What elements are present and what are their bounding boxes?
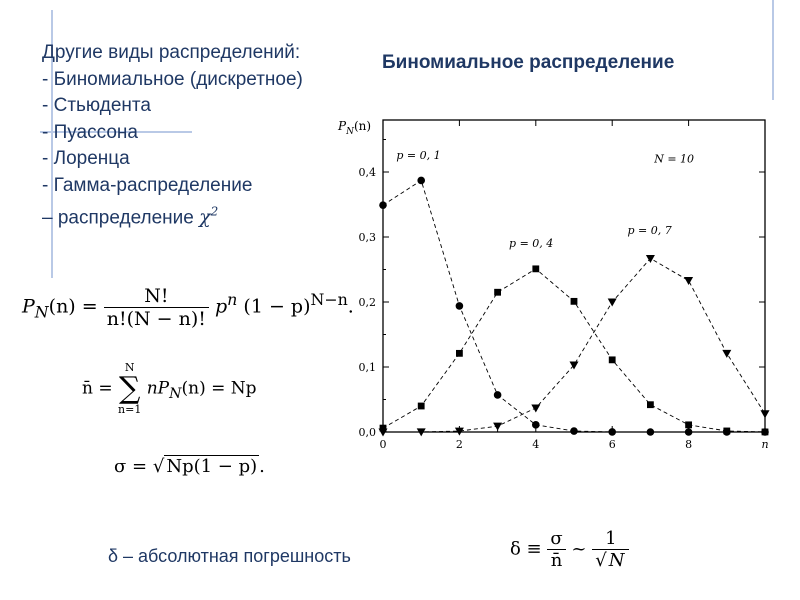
list-item-chi-square-label: – распределение — [42, 207, 200, 229]
x-axis-label: n — [761, 438, 769, 451]
y-axis-label: $P_N(n)$ — [338, 119, 372, 137]
data-point-circle — [685, 428, 693, 436]
decor-line-right — [772, 0, 774, 100]
x-tick-label: 6 — [608, 438, 616, 451]
list-item-binomial: - Биномиальное (дискретное) — [42, 68, 303, 90]
list-item-gamma: - Гамма-распределение — [42, 174, 253, 196]
data-point-square — [418, 403, 425, 410]
data-point-circle — [494, 391, 502, 399]
data-point-square — [456, 350, 463, 357]
delta-note: δ – абсолютная погрешность — [108, 546, 351, 566]
data-point-square — [571, 298, 578, 305]
series-line — [383, 269, 765, 432]
x-tick-label: 8 — [685, 438, 693, 451]
data-point-triangle — [722, 350, 731, 358]
binomial-formula: $P_N(n)$ = $\frac{N!}{n!(N - n)!}$ $p^n$ $(1 - p)^{N-n}$. — [22, 285, 354, 330]
data-point-square — [609, 356, 616, 363]
sum-symbol: N ∑ n=1 — [118, 361, 142, 416]
data-point-triangle — [684, 277, 693, 285]
data-point-triangle — [761, 410, 770, 418]
data-point-circle — [647, 428, 655, 436]
chi-symbol: $\chi^2$ — [199, 205, 219, 229]
x-tick-label: 0 — [379, 438, 387, 451]
data-point-circle — [417, 177, 425, 185]
distribution-list — [42, 40, 303, 232]
delta-formula: δ ≡ $\frac{\sigma}{n̄}$ ~ $\frac{1}{√ N}$ — [510, 528, 629, 571]
data-point-square — [532, 265, 539, 272]
x-tick-label: 2 — [455, 438, 463, 451]
x-tick-label: 4 — [532, 438, 540, 451]
y-tick-label: 0,0 — [358, 426, 376, 439]
binomial-chart — [330, 110, 780, 465]
list-heading: Другие виды распределений: — [42, 42, 301, 63]
data-point-triangle — [531, 404, 540, 412]
data-point-circle — [456, 302, 464, 310]
data-point-triangle — [608, 299, 617, 307]
slide-title: Биномиальное распределение — [382, 52, 675, 73]
data-point-circle — [379, 201, 387, 209]
list-item-student: - Стьюдента — [42, 95, 151, 116]
data-point-square — [762, 429, 769, 436]
y-tick-label: 0,1 — [358, 361, 376, 374]
data-point-square — [647, 401, 654, 408]
series-label: p = 0, 4 — [509, 236, 554, 250]
mean-formula: n̄ = N ∑ n=1 $nP_N(n) = Np$ — [82, 361, 257, 416]
binomial-coefficient: $\frac{N!}{n!(N - n)!}$ — [104, 285, 209, 330]
data-point-triangle — [646, 255, 655, 263]
data-point-circle — [608, 428, 616, 436]
y-tick-label: 0,2 — [358, 296, 376, 309]
sigma-formula: σ = √ Np(1 − p) . — [114, 456, 265, 477]
list-item-chi-square — [42, 199, 303, 232]
annotation-n: N = 10 — [654, 152, 695, 166]
plot-frame — [383, 120, 765, 432]
data-point-triangle — [493, 423, 502, 431]
series-line — [383, 180, 765, 432]
list-item-lorentz: - Лоренца — [42, 148, 130, 169]
series-line — [383, 258, 765, 432]
data-point-square — [494, 289, 501, 296]
series-label: p = 0, 1 — [396, 149, 441, 162]
series-label: p = 0, 7 — [627, 223, 672, 237]
y-tick-label: 0,3 — [358, 231, 376, 244]
data-point-circle — [570, 427, 578, 435]
data-point-square — [685, 421, 692, 428]
y-tick-label: 0,4 — [358, 166, 376, 179]
list-item-poisson: - Пуассона — [42, 121, 138, 143]
data-point-square — [723, 428, 730, 435]
data-point-circle — [532, 421, 540, 429]
